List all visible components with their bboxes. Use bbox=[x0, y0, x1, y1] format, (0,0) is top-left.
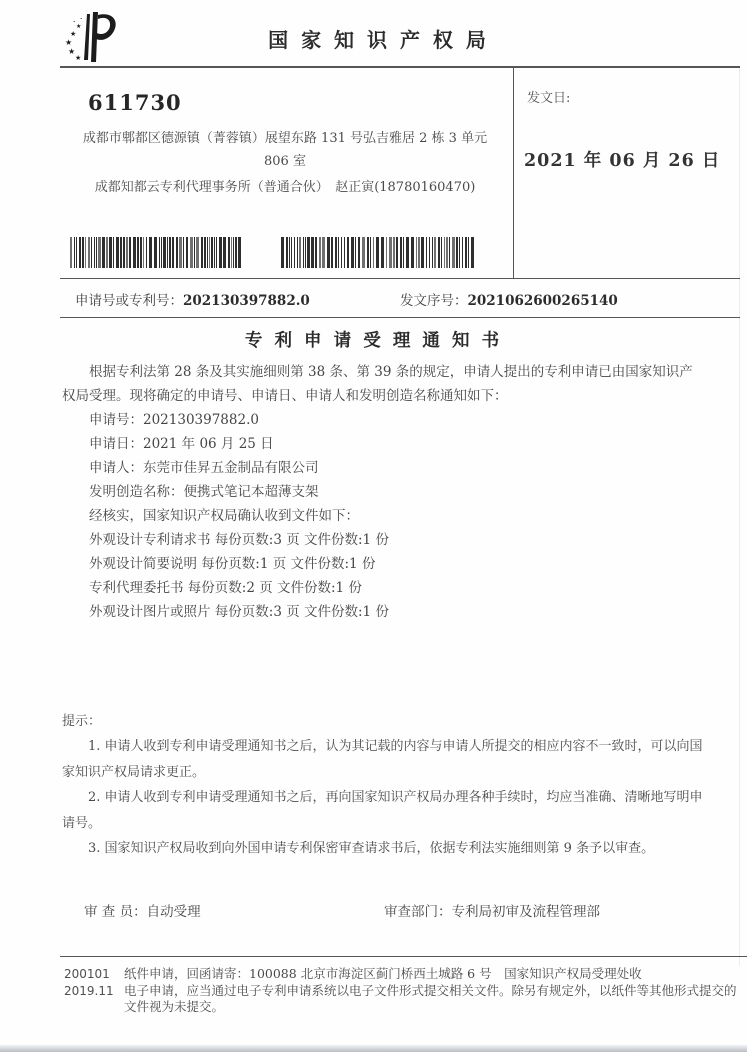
department-label: 审查部门： bbox=[384, 904, 452, 920]
form-date: 2019.11 bbox=[64, 983, 114, 998]
document-item: 外观设计简要说明 每份页数:1 页 文件份数:1 份 bbox=[89, 556, 376, 572]
svg-text:★: ★ bbox=[70, 30, 77, 38]
application-number bbox=[75, 289, 310, 309]
notice-title: 专 利 申 请 受 理 通 知 书 bbox=[244, 331, 503, 351]
review-department bbox=[384, 900, 600, 920]
document-item: 专利代理委托书 每份页数:2 页 文件份数:1 份 bbox=[89, 580, 362, 596]
document-item: 外观设计图片或照片 每份页数:3 页 文件份数:1 份 bbox=[89, 604, 389, 620]
barcode-divider bbox=[60, 278, 740, 279]
application-number-value: 202130397882.0 bbox=[183, 293, 310, 309]
barcode-right bbox=[281, 237, 478, 268]
page-edge-bottom bbox=[0, 1045, 747, 1052]
department-value: 专利局初审及流程管理部 bbox=[451, 904, 600, 920]
svg-text:★: ★ bbox=[76, 23, 82, 30]
recipient-code: 611730 bbox=[88, 90, 182, 115]
svg-text:★: ★ bbox=[65, 38, 73, 47]
examiner-label: 审 查 员： bbox=[84, 904, 147, 920]
notice-body bbox=[62, 360, 704, 624]
field-application-date: 申请日：2021 年 06 月 25 日 bbox=[89, 436, 274, 452]
tip-item: 1. 申请人收到专利申请受理通知书之后，认为其记载的内容与申请人所提交的相应内容不一致时，可以向国家知识产权局请求更正。 bbox=[62, 739, 703, 780]
document-item: 外观设计专利请求书 每份页数:3 页 文件份数:1 份 bbox=[89, 532, 389, 548]
dispatch-date-value: 2021 年 06 月 26 日 bbox=[524, 151, 721, 171]
svg-text:•: • bbox=[80, 16, 83, 21]
confirm-intro: 经核实，国家知识产权局确认收到文件如下： bbox=[89, 508, 359, 524]
date-box-divider bbox=[513, 66, 514, 279]
serial-number bbox=[400, 289, 618, 309]
address-line-1: 成都市郫都区德源镇（菁蓉镇）展望东路 131 号弘吉雅居 2 栋 3 单元 bbox=[82, 131, 488, 146]
tips-list bbox=[62, 734, 710, 862]
agent-line: 成都知都云专利代理事务所（普通合伙） 赵正寅(18780160470) bbox=[94, 180, 476, 195]
field-applicant: 申请人：东莞市佳昇五金制品有限公司 bbox=[89, 460, 319, 476]
title-divider bbox=[60, 317, 740, 318]
examiner bbox=[84, 900, 201, 920]
form-code-block bbox=[64, 966, 114, 999]
barcode-left bbox=[70, 237, 246, 268]
footer-note-electronic: 电子申请，应当通过电子专利申请系统以电子文件形式提交相关文件。除另有规定外，以纸件等其他形式提交的文件视为未提交。 bbox=[124, 982, 737, 1014]
tip-item: 3. 国家知识产权局收到向外国申请专利保密审查请求书后，依据专利法实施细则第 9 条予以审查。 bbox=[88, 841, 655, 856]
application-number-label: 申请号或专利号： bbox=[75, 293, 183, 309]
svg-text:•: • bbox=[73, 19, 76, 24]
field-invention-title: 发明创造名称：便携式笔记本超薄支架 bbox=[89, 484, 319, 500]
footer-divider bbox=[60, 956, 747, 957]
dispatch-date-label: 发文日: bbox=[527, 91, 571, 106]
footer-notes bbox=[124, 966, 742, 1016]
footer-note-paper: 纸件申请，回函请寄：100088 北京市海淀区蓟门桥西土城路 6 号 国家知识产权局受理处收 bbox=[124, 966, 642, 981]
svg-text:★: ★ bbox=[68, 47, 76, 56]
tip-item: 2. 申请人收到专利申请受理通知书之后，再向国家知识产权局办理各种手续时，均应当准确、清晰地写明申请号。 bbox=[62, 790, 703, 831]
agency-title: 国 家 知 识 产 权 局 bbox=[268, 28, 489, 52]
examiner-value: 自动受理 bbox=[146, 904, 201, 920]
serial-number-value: 2021062600265140 bbox=[467, 293, 618, 309]
recipient-address bbox=[62, 127, 508, 199]
field-application-no: 申请号：202130397882.0 bbox=[89, 412, 259, 428]
tips-label: 提示： bbox=[62, 714, 102, 729]
header-divider bbox=[60, 66, 740, 68]
address-line-2: 806 室 bbox=[264, 154, 306, 169]
page-edge-right bbox=[739, 66, 740, 966]
form-code: 200101 bbox=[64, 967, 110, 981]
notice-intro: 根据专利法第 28 条及其实施细则第 38 条、第 39 条的规定，申请人提出的专利申请已由国家知识产权局受理。现将确定的申请号、申请日、申请人和发明创造名称通知如下： bbox=[62, 364, 693, 404]
serial-number-label: 发文序号： bbox=[400, 293, 468, 309]
svg-text:★: ★ bbox=[75, 54, 82, 62]
